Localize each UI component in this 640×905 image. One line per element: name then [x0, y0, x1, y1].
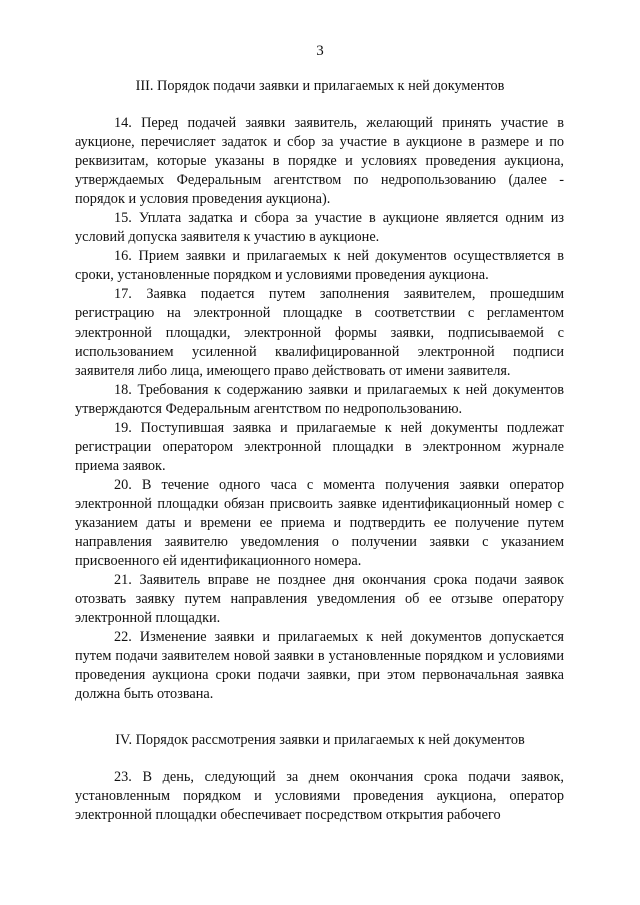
paragraph-19: 19. Поступившая заявка и прилагаемые к ней документы подлежат регистрации оператором электронной площадки в электронном журнале приема заявок. — [75, 419, 564, 474]
paragraph-23: 23. В день, следующий за днем окончания срока подачи заявок, установленным порядком и условиями проведения аукциона, оператор электронной площадки обеспечивает посредством открытия рабочего — [75, 769, 564, 824]
paragraph-21: 21. Заявитель вправе не позднее дня окончания срока подачи заявок отозвать заявку путем направления уведомления об ее отзыве оператору электронной площадки. — [75, 572, 564, 627]
section-iii-body — [75, 114, 564, 704]
paragraph-17: 17. Заявка подается путем заполнения заявителем, прошедшим регистрацию на электронной площадке в соответствии с регламентом электронной площадки, электронной формы заявки, подписываемой с использованием усиленной квалифицированной электронной подписи заявителя либо лица, имеющего право действовать от имени заявителя. — [75, 286, 564, 379]
paragraph-22: 22. Изменение заявки и прилагаемых к ней документов допускается путем подачи заявителем новой заявки в установленные порядком и условиями проведения аукциона сроки подачи заявки, при этом первоначальная заявка должна быть отозвана. — [75, 629, 564, 703]
section-heading-iii: III. Порядок подачи заявки и прилагаемых к ней документов — [135, 78, 505, 94]
section-iv-body — [75, 768, 564, 825]
paragraph-20: 20. В течение одного часа с момента получения заявки оператор электронной площадки обязан присвоить заявке идентификационный номер с указанием даты и времени ее приема и подтвердить ее получение путем направления заявителю уведомления о получении заявки с указанием присвоенного ей идентификационного номера. — [75, 476, 564, 570]
paragraph-14: 14. Перед подачей заявки заявитель, желающий принять участие в аукционе, перечисляет задаток и сбор за участие в аукционе в размере и по реквизитам, которые указаны в порядке и условиях проведения аукциона, утверждаемых Федеральным агентством по недропользованию (далее - порядок и условия проведения аукциона). — [75, 115, 564, 208]
section-heading-iv: IV. Порядок рассмотрения заявки и прилагаемых к ней документов — [115, 732, 525, 748]
paragraph-16: 16. Прием заявки и прилагаемых к ней документов осуществляется в сроки, установленные порядком и условиями проведения аукциона. — [75, 248, 564, 284]
paragraph-15: 15. Уплата задатка и сбора за участие в аукционе является одним из условий допуска заявителя к участию в аукционе. — [75, 210, 564, 246]
paragraph-18: 18. Требования к содержанию заявки и прилагаемых к ней документов утверждаются Федеральным агентством по недропользованию. — [75, 381, 564, 417]
page-number: 3 — [316, 43, 324, 59]
